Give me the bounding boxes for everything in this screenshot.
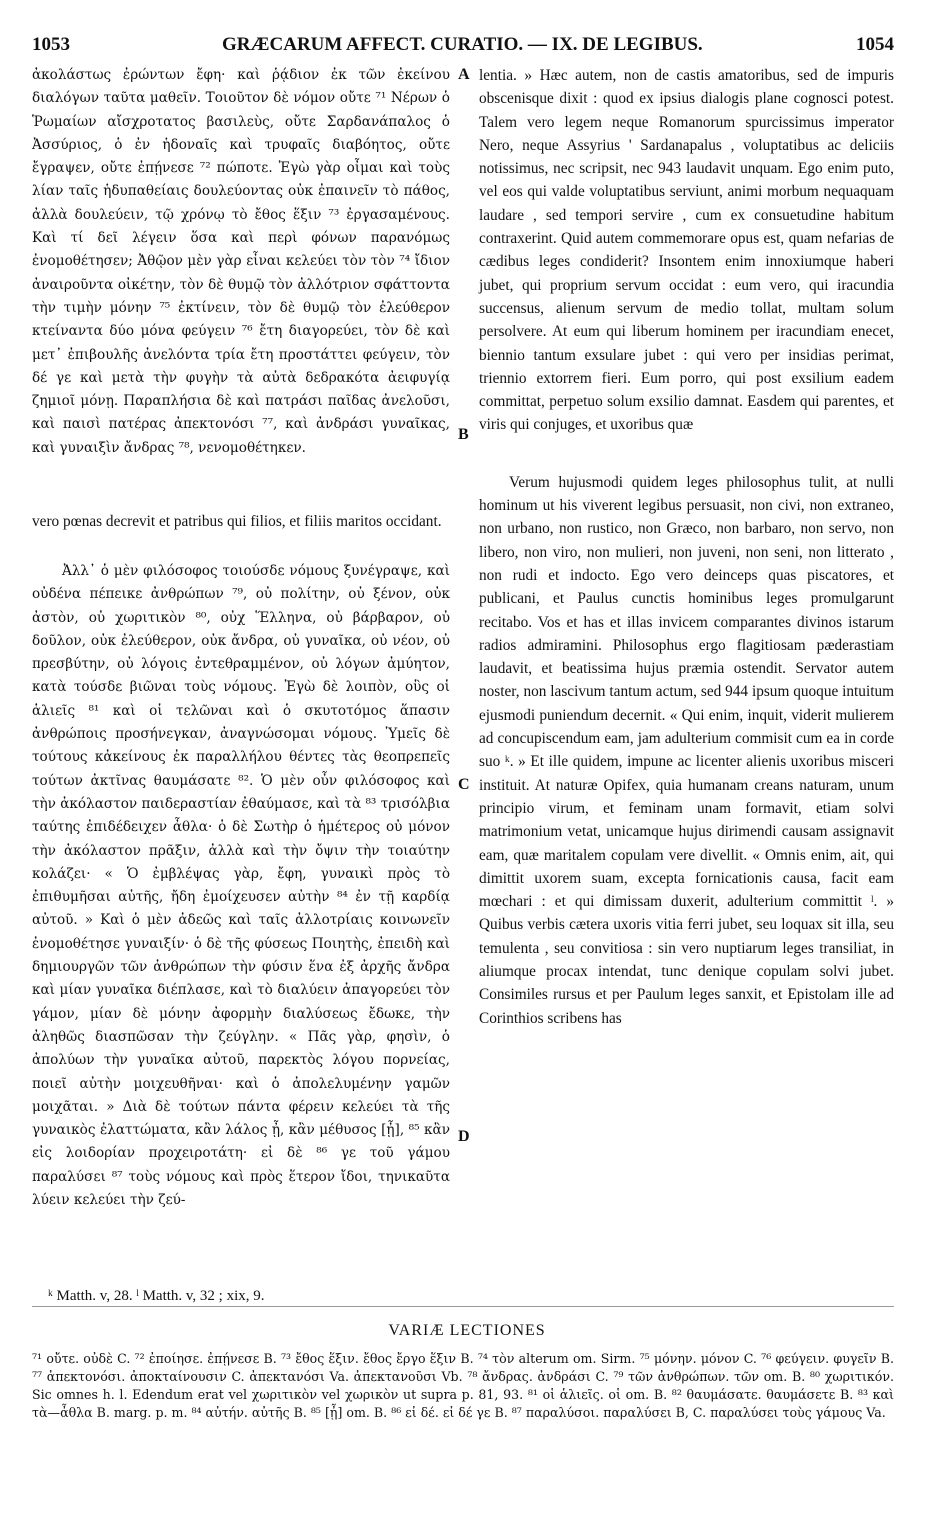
greek-paragraph-2: Ἀλλ᾽ ὁ μὲν φιλόσοφος τοιούσδε νόμους ξυνέγραψε, καὶ οὐδένα πέπεικε ἀνθρώπων ⁷⁹, οὐ πολίτην, οὐ ξένον, οὐκ ἀστὸν, οὐ χωριτικὸν ⁸⁰, οὐχ Ἕλληνα, οὐ βάρβαρον, οὐ δοῦλον, οὐκ ἐλεύθερον, οὐκ ἄνδρα, οὐ γυναῖκα, οὐ νέον, οὐ πρεσβύτην, οὐ λόγοις ἐντεθραμμένον, οὐ λόγων ἀμύητον, κατὰ τούσδε βιῶναι τοὺς νόμους. Ἐγὼ δὲ λοιπὸν, οὓς οἱ ἁλιεῖς ⁸¹ καὶ οἱ τελῶναι καὶ ὁ σκυτοτόμος ἅπασιν ἀνθρώποις προσήνεγκαν, ἀναγνώσομαι νόμους. Ὑμεῖς δὲ τούτους κἀκείνους ἐκ παραλλήλου θέντες τὰς θεοπρεπεῖς τούτων ἀκτῖνας θαυμάσατε ⁸². Ὁ μὲν οὖν φιλόσοφος καὶ τὴν ἀκόλαστον παιδεραστίαν ἐθαύμασε, καὶ τὰ ⁸³ τρισόλβια ταύτης ἐπιδέδειχεν ἆθλα· ὁ δὲ Σωτὴρ ὁ ἡμέτερος οὐ μόνον τὴν ἀκόλαστον πρᾶξιν, ἀλλὰ καὶ τὴν ὄψιν τὴν τοιαύτην κολάζει· « Ὁ ἐμβλέψας γὰρ, ἔφη, γυναικὶ πρὸς τὸ ἐπιθυμῆσαι αὐτῆς, ἤδη ἐμοίχευσεν αὐτὴν ⁸⁴ ἐν τῇ καρδίᾳ αὐτοῦ. » Καὶ ὁ μὲν ἀδεῶς καὶ ταῖς ἀλλοτρίαις κοινωνεῖν ἐνομοθέτησε γυναιξίν· ὁ δὲ τῆς φύσεως Ποιητὴς, ἐπειδὴ καὶ δημιουργῶν τῶν ἀνθρώπων τὴν φύσιν ἕνα ἐξ ἀρχῆς ἄνδρα καὶ μίαν γυναῖκα διέπλασε, καὶ τὸ διαλύειν ἀπαγορεύει τὸν γάμον, μίαν δὲ μόνην ἀφορμὴν διαλύσεως ἔδωκε, τὴν ἀληθῶς διασπῶσαν τὴν ζεύγλην. « Πᾶς γὰρ, φησὶν, ὁ ἀπολύων τὴν γυναῖκα αὐτοῦ, παρεκτὸς λόγου πορνείας, ποιεῖ αὐτὴν μοιχευθῆναι· καὶ ὁ ἀπολελυμένην γαμῶν μοιχᾶται. » Διὰ δὲ τούτων πάντα φέρειν κελεύει τὰ τῆς γυναικὸς ἐλαττώματα, κἂν λάλος ᾖ, κἂν μέθυσος [ᾖ], ⁸⁵ κἂν εἰς λοιδορίαν προχειροτάτη· εἰ δὲ ⁸⁶ γε τοῦ γάμου παραλύσει ⁸⁷ τοὺς νόμους καὶ πρὸς ἕτερον ἴδοι, τηνικαῦτα λύειν κελεύει τὴν ζεύ- xyxy=(32,563,450,1209)
greek-column xyxy=(32,64,450,460)
greek-paragraph-1: ἀκολάστως ἐρώντων ἔφη· καὶ ῥᾴδιον ἐκ τῶν ἐκείνου διαλόγων ταῦτα μαθεῖν. Τοιοῦτον δὲ νόμον οὔτε ⁷¹ Νέρων ὁ Ῥωμαίων αἴσχροτατος βασιλεὺς, οὔτε Σαρδανάπαλος ὁ Ἀσσύριος, ὁ ἐν ἡδοναῖς καὶ τρυφαῖς διαβόητος, οὔτε ἔγραψεν, οὔτε ἐπῄνεσε ⁷² πώποτε. Ἐγὼ γὰρ οἶμαι καὶ τοὺς λίαν ταῖς ἡδυπαθείαις δουλεύοντας οὐκ ἐπαινεῖν τὸ πάθος, ἀλλὰ δουλεύειν, τῷ χρόνῳ τὸ ἔθος ἕξιν ⁷³ ἐργασαμένους. Καὶ τί δεῖ λέγειν ὅσα καὶ περὶ φόνων παρανόμως ἐνομοθέτησεν; Ἀθῷον μὲν γὰρ εἶναι κελεύει τὸν τὸν ⁷⁴ ἴδιον ἀναιροῦντα οἰκέτην, τὸν δὲ θυμῷ τὸν ἀλλότριον σφάττοντα τὴν τιμὴν μόνην ⁷⁵ ἐκτίνειν, τὸν δὲ θυμῷ τὸν ἐλεύθερον κτείναντα δύο μόνα φεύγειν ⁷⁶ ἔτη διαγορεύει, τὸν δὲ καὶ μετ᾽ ἐπιβουλῆς ἀνελόντα τρία ἔτη προστάττει φεύγειν, τὸν δέ γε καὶ μετὰ τὴν φυγὴν τὰ αὐτὰ δεδρακότα ἀειφυγίᾳ ζημιοῖ μόνῃ. Παραπλήσια δὲ καὶ πατράσι παῖδας ἀνελοῦσι, καὶ παισὶ πατέρας ἀπεκτονόσι ⁷⁷, καὶ ἀνδράσι γυναῖκας, καὶ γυναιξὶν ἄνδρας ⁷⁸, νενομοθέτηκεν. xyxy=(32,67,450,456)
greek-column-2 xyxy=(32,560,450,1212)
latin-column xyxy=(479,64,894,1030)
latin-paragraph-1: lentia. » Hæc autem, non de castis amatoribus, sed de impuris obscenisque dixit : quod ex ipsius dialogis plane cognosci potest. Talem vero legem neque Romanorum spurcissimus imperator Nero, neque Assyrius ' Sardanapalus , voluptatibus ac deliciis notissimus, nec scripsit, nec 943 laudavit unquam. Ego enim puto, vel eos qui valde voluptatibus serviunt, animi morbum nequaquam laudare , sed tempori servire , cum ex consuetudine habitum contraxerint. Quid autem commemorare opus est, quam nefarias de cædibus leges condiderit? Insontem enim innoxiumque haberi jubet, qui proprium servum occidat : eum vero, qui iracundia succensus, alienum servum de medio tollat, multam solum persolvere. At eum qui liberum hominem per iracundiam enecet, biennio tantum exsulare jubet : qui vero per insidias perimat, triennio extorrem fieri. Eum porro, qui post exsilium eadem committat, perpetuo solum exsilio damnat. Easdem qui parentes, et viris qui conjuges, et uxoribus quæ xyxy=(479,67,894,434)
latin-spanning-line: vero pœnas decrevit et patribus qui filios, et filiis maritos occidant. xyxy=(32,513,442,530)
page-number-right: 1054 xyxy=(856,34,894,55)
running-title: GRÆCARUM AFFECT. CURATIO. — IX. DE LEGIBUS. xyxy=(222,34,703,55)
margin-letter-b: B xyxy=(458,426,469,443)
variae-lectiones-text: ⁷¹ οὔτε. οὐδὲ C. ⁷² ἐποίησε. ἐπῄνεσε B. ⁷³ ἔθος ἕξιν. ἔθος ἔργο ἕξιν B. ⁷⁴ τὸν alterum om. Sirm. ⁷⁵ μόνην. μόνον C. ⁷⁶ φεύγειν. φυγεῖν B. ⁷⁷ ἀπεκτονόσι. ἀποκταίνουσιν C. ἀπεκτανόσι Va. ἀπεκτανοῦσι Vb. ⁷⁸ ἄνδρας. ἀνδράσι C. ⁷⁹ τῶν ἀνθρώπων. τῶν om. B. ⁸⁰ χωριτικόν. Sic omnes h. l. Edendum erat vel χωριτικὸν vel χωρικὸν ut supra p. 81, 93. ⁸¹ οἱ ἁλιεῖς. οἱ om. B. ⁸² θαυμάσατε. θαυμάσετε B. ⁸³ καὶ τὰ—ἆθλα B. marg. p. m. ⁸⁴ αὐτήν. αὐτῆς B. ⁸⁵ [ᾖ] om. B. ⁸⁶ εἰ δέ. εἰ δέ γε B. ⁸⁷ παραλύσοι. παραλύσει B, C. παραλύσει τοὺς γάμους Va. xyxy=(32,1351,894,1420)
page-number-left: 1053 xyxy=(32,34,70,55)
margin-letter-d: D xyxy=(458,1128,470,1145)
variae-lectiones-heading: VARIÆ LECTIONES xyxy=(388,1322,546,1339)
margin-letter-a: A xyxy=(458,66,470,83)
running-header xyxy=(32,34,894,58)
footnote-rule xyxy=(32,1306,894,1307)
latin-paragraph-2: Verum hujusmodi quidem leges philosophus tulit, at nulli hominum ut his viverent legibus persuasit, non civi, non extraneo, non urbano, non rustico, non Græco, non barbaro, non servo, non libero, non viro, non mulieri, non juveni, non seni, non litterato , non rudi et indocto. Ego vero deinceps quas piscatores, et publicani, et Paulus cunctis hominibus leges promulgarunt recitabo. Vos et has et illas invicem comparantes divinos istarum radios admiramini. Philosophus ergo flagitiosam pæderastiam laudavit, et beatissima hujus præmia ostendit. Servator autem noster, non lascivum tantum actum, sed 944 ipsum quoque intuitum ejusmodi puniendum decernit. « Qui enim, inquit, viderit mulierem ad concupiscendum eam, jam adulterium commisit cum ea in corde suo ᵏ. » Et ille quidem, impune ac licenter alienis uxoribus misceri instituit. At naturæ Opifex, quia humanam creans naturam, unum principio virum, et feminam unam formavit, etiam solvi matrimonium vetat, unicamque hujus dirimendi causam assignavit eam, quæ maritalem copulam vere divellit. « Omnis enim, ait, qui dimittit uxorem suam, excepta fornicationis causa, facit eam mœchari : et qui dimissam duxerit, adulterium committit ˡ. » Quibus verbis cætera uxoris vitia ferri jubet, seu loquax sit illa, seu temulenta , seu convitiosa : sin vero nuptiarum leges transiliat, in aliumque procax intendat, tunc denique copulam solvi jubet. Consimiles rursus et per Paulum leges sanxit, et Epistolam ille ad Corinthios scribens has xyxy=(479,473,894,1027)
margin-letter-c: C xyxy=(458,776,470,793)
scripture-footnotes: ᵏ Matth. v, 28. ˡ Matth. v, 32 ; xix, 9. xyxy=(48,1288,265,1304)
